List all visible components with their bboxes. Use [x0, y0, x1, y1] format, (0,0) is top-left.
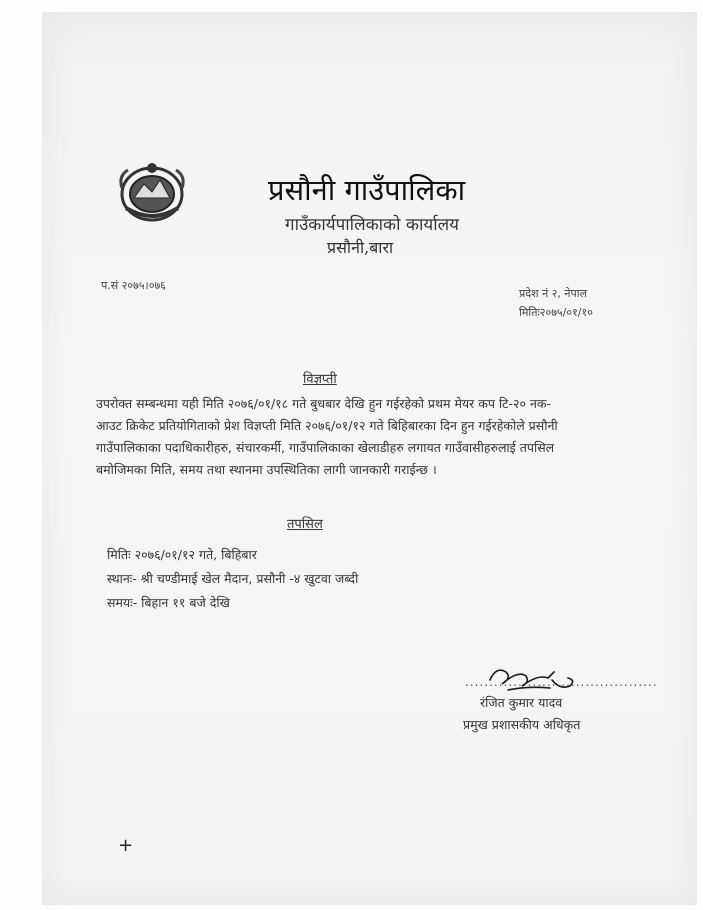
signer-name: रंजित कुमार यादव [480, 695, 563, 710]
reference-number: प.सं २०७५।०७६ [101, 279, 166, 292]
notice-heading: विज्ञप्ती [303, 372, 337, 387]
government-emblem-icon [112, 158, 192, 228]
province-label: प्रदेश नं २, नेपाल [519, 287, 588, 300]
schedule-time: समयः- बिहान ११ बजे देखि [107, 595, 230, 610]
notice-body-line: आउट क्रिकेट प्रतियोगिताको प्रेश विज्ञप्ती मिति २०७६/०१/१२ गते बिहिबारका दिन हुन गईरहेकोले प्रसौनी [96, 418, 558, 433]
office-name: प्रसौनी गाउँपालिका [268, 173, 466, 207]
signer-title: प्रमुख प्रशासकीय अधिकृत [463, 717, 581, 732]
office-subtitle: गाउँकार्यपालिकाको कार्यालय [285, 215, 460, 235]
notice-body [96, 393, 644, 481]
schedule-date: मितिः २०७६/०१/१२ गते, बिहिबार [107, 547, 257, 562]
signature-line: ........................................ [465, 675, 658, 689]
schedule-venue: स्थानः- श्री चण्डीमाई खेल मैदान, प्रसौनी -४ खुटवा जब्दी [107, 571, 359, 586]
plus-mark: + [118, 835, 134, 856]
schedule-heading: तपसिल [287, 517, 323, 532]
notice-body-line: बमोजिमका मिति, समय तथा स्थानमा उपस्थितिका लागी जानकारी गराईन्छ । [96, 462, 437, 477]
notice-body-line: उपरोक्त सम्बन्धमा यही मिति २०७६/०१/१८ गते बुधबार देखि हुन गईरहेको प्रथम मेयर कप टि-२० नक- [96, 396, 552, 411]
notice-body-line: गाउँपालिकाका पदाधिकारीहरु, संचारकर्मी, गाउँपालिकाका खेलाडीहरु लगायत गाउँवासीहरुलाई तपसिल [96, 440, 555, 455]
office-location: प्रसौनी,बारा [327, 238, 394, 257]
document-date: मितिः२०७५/०१/१० [519, 306, 593, 319]
